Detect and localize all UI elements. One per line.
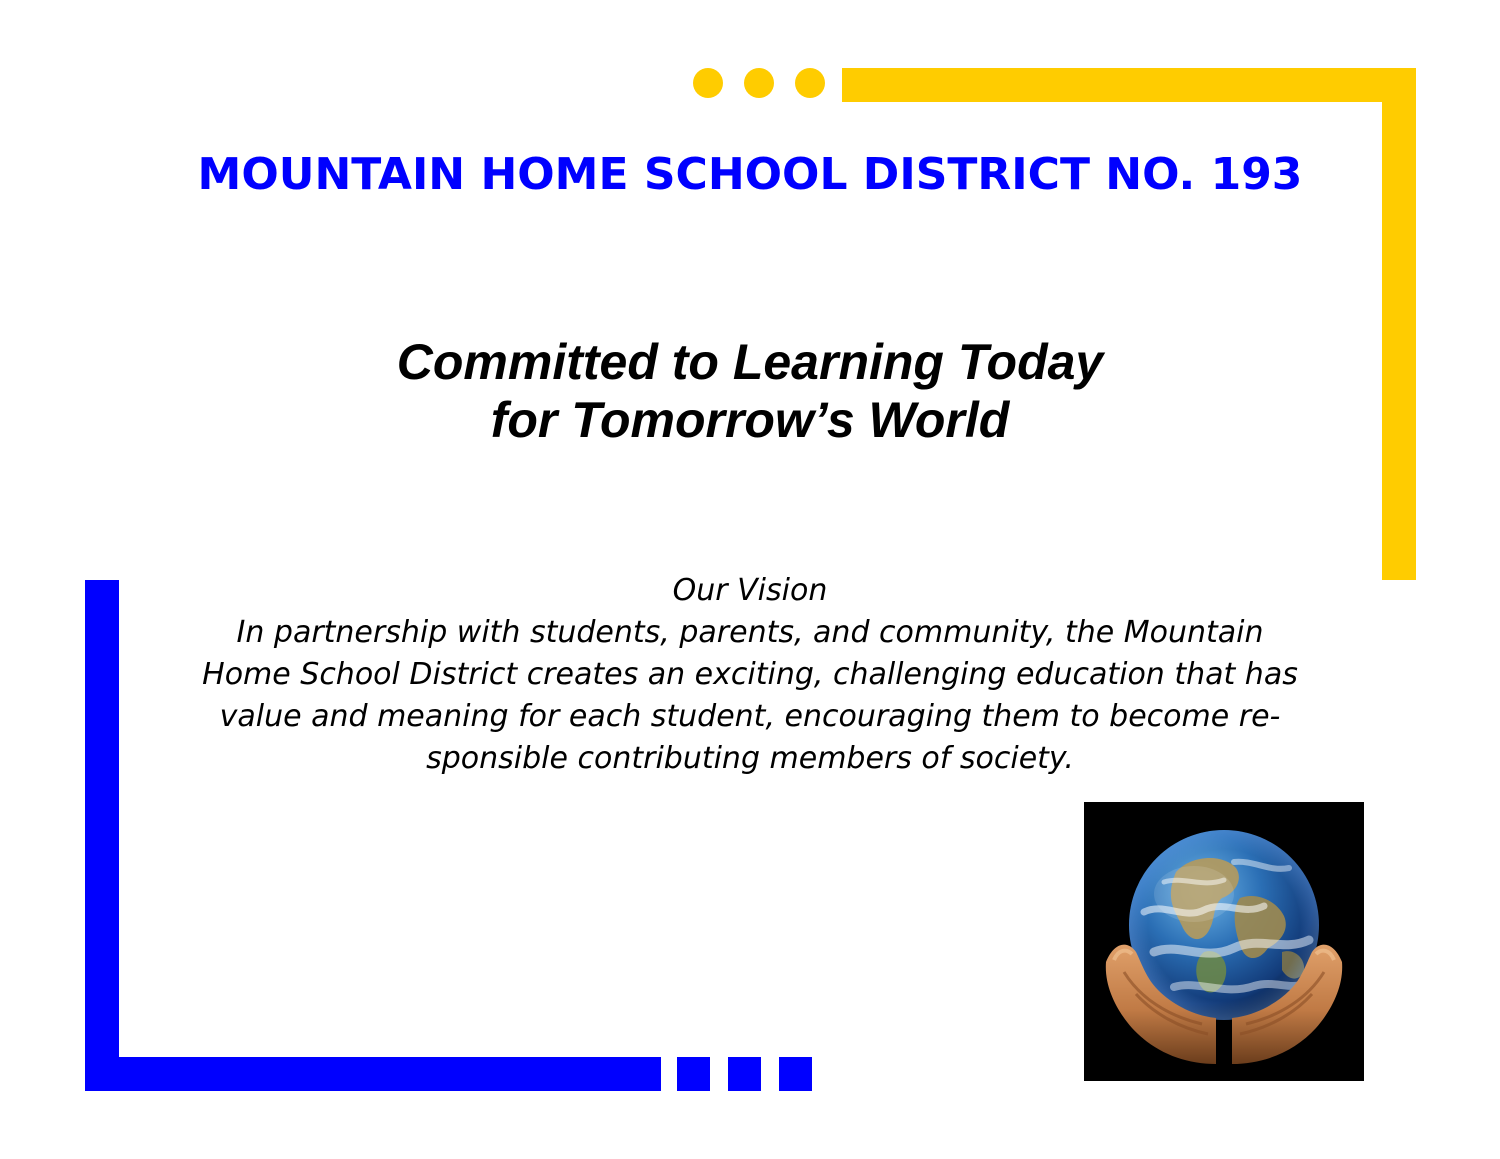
blue-frame-bottom-bar [85, 1057, 661, 1091]
vision-statement [130, 570, 1370, 780]
district-title: MOUNTAIN HOME SCHOOL DISTRICT NO. 193 [197, 149, 1303, 200]
blue-square-2 [728, 1057, 761, 1091]
tagline [200, 333, 1300, 449]
blue-frame-left-bar [85, 580, 119, 1091]
vision-line-2: Home School District creates an exciting, challenging education that has [202, 657, 1298, 692]
blue-square-1 [677, 1057, 710, 1091]
vision-line-4: sponsible contributing members of society. [426, 741, 1074, 776]
vision-heading: Our Vision [672, 573, 828, 608]
vision-line-1: In partnership with students, parents, and community, the Mountain [236, 615, 1264, 650]
yellow-frame-top-bar [842, 68, 1416, 102]
globe-in-hands-image [1084, 802, 1364, 1081]
blue-square-3 [779, 1057, 812, 1091]
yellow-dot-3 [795, 68, 825, 98]
tagline-line-2: for Tomorrow’s World [490, 392, 1010, 448]
yellow-dot-2 [744, 68, 774, 98]
vision-line-3: value and meaning for each student, encouraging them to become re- [219, 699, 1281, 734]
yellow-dot-1 [693, 68, 723, 98]
yellow-frame-right-bar [1382, 68, 1416, 580]
globe-icon [1084, 802, 1364, 1081]
tagline-line-1: Committed to Learning Today [396, 334, 1104, 390]
